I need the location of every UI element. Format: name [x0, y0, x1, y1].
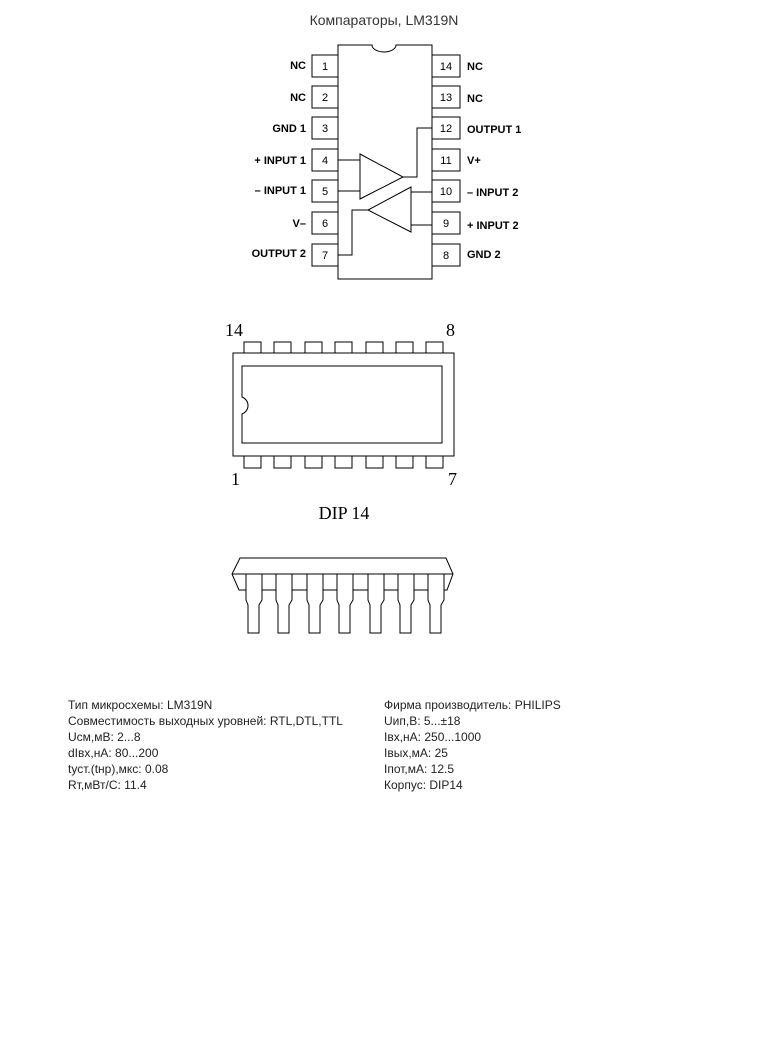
pin-num-13: 13 [439, 92, 453, 104]
dip-lead-top [305, 342, 322, 353]
comparator-1-triangle [360, 154, 403, 199]
dip-side-lead [428, 574, 444, 633]
spec-input-current: Iвх,нА: 250...1000 [384, 730, 482, 744]
pin-label-5: – INPUT 1 [254, 185, 306, 197]
pin-num-8: 8 [442, 250, 450, 262]
dip-top-view [233, 342, 454, 468]
spec-supply-voltage: Uип,В: 5...±18 [384, 714, 461, 728]
specs-left [68, 697, 343, 793]
pin-label-11: V+ [467, 155, 481, 167]
pin-num-9: 9 [442, 218, 450, 230]
dip-lead-bottom [396, 456, 413, 468]
dip-side-lead [276, 574, 292, 633]
pin-num-2: 2 [321, 92, 329, 104]
spec-input-offset-current: dIвх,нА: 80...200 [68, 746, 159, 760]
pin-num-14: 14 [439, 61, 453, 73]
pin-num-10: 10 [439, 186, 453, 198]
pin-label-4: + INPUT 1 [254, 155, 306, 167]
pin-label-3: GND 1 [272, 123, 306, 135]
pin-label-1: NC [290, 60, 306, 72]
dip-side-view [232, 558, 453, 633]
page-title: Компараторы, LM319N [309, 12, 459, 28]
dip-lead-bottom [244, 456, 261, 468]
pin-num-12: 12 [439, 123, 453, 135]
pin-label-7: OUTPUT 2 [251, 248, 306, 260]
dip-side-lead [398, 574, 414, 633]
spec-output-current: Iвых,мА: 25 [384, 746, 448, 760]
pin-num-5: 5 [321, 186, 329, 198]
dip-side-lead [307, 574, 323, 633]
pin-label-2: NC [290, 92, 306, 104]
pin-label-9: + INPUT 2 [467, 220, 519, 232]
dip-side-lead [337, 574, 353, 633]
dip-side-lead [246, 574, 262, 633]
wire-output2 [338, 210, 368, 255]
comparator-2 [338, 187, 432, 255]
pin-num-4: 4 [321, 155, 329, 167]
dip-outline [233, 353, 454, 456]
pin-marker-8: 8 [446, 320, 455, 340]
spec-chip-type: Тип микросхемы: LM319N [68, 698, 213, 712]
spec-thermal-derating: Rт,мВт/С: 11.4 [68, 778, 147, 792]
pin-num-11: 11 [440, 155, 452, 167]
pin-marker-14: 14 [225, 320, 243, 340]
dip-side-lead [368, 574, 384, 633]
pin-num-7: 7 [321, 250, 329, 262]
dip-lead-top [274, 342, 291, 353]
dip-lead-top [396, 342, 413, 353]
pin-marker-7: 7 [448, 469, 457, 489]
dip-lead-bottom [426, 456, 443, 468]
spec-response-time: tуст.(tнр),мкс: 0.08 [68, 762, 169, 776]
comparator-1 [338, 128, 432, 199]
pin-label-8: GND 2 [467, 249, 501, 261]
spec-supply-current: Iпот,мА: 12.5 [384, 762, 455, 776]
dip-lead-bottom [274, 456, 291, 468]
pin-label-14: NC [467, 61, 483, 73]
comparator-2-triangle [368, 187, 411, 232]
pin-num-3: 3 [321, 123, 329, 135]
dip-lead-bottom [335, 456, 352, 468]
pin-label-10: – INPUT 2 [467, 187, 519, 199]
dip-lead-top [426, 342, 443, 353]
dip-lead-top [366, 342, 383, 353]
spec-manufacturer: Фирма производитель: PHILIPS [384, 698, 561, 712]
pin-label-12: OUTPUT 1 [467, 124, 522, 136]
pin-label-13: NC [467, 93, 483, 105]
pin-num-6: 6 [321, 218, 329, 230]
wire-output1 [403, 128, 432, 177]
dip-lead-bottom [366, 456, 383, 468]
spec-package: Корпус: DIP14 [384, 778, 463, 792]
dip-lead-top [244, 342, 261, 353]
pin-marker-1: 1 [231, 469, 240, 489]
dip-lead-bottom [305, 456, 322, 468]
specs-right [384, 697, 561, 793]
spec-output-compatibility: Совместимость выходных уровней: RTL,DTL,TTL [68, 714, 343, 728]
spec-offset-voltage: Uсм,мВ: 2...8 [68, 730, 141, 744]
pin-num-1: 1 [321, 61, 329, 73]
pin-label-6: V– [292, 218, 306, 230]
package-name: DIP 14 [318, 503, 370, 523]
dip-lead-top [335, 342, 352, 353]
